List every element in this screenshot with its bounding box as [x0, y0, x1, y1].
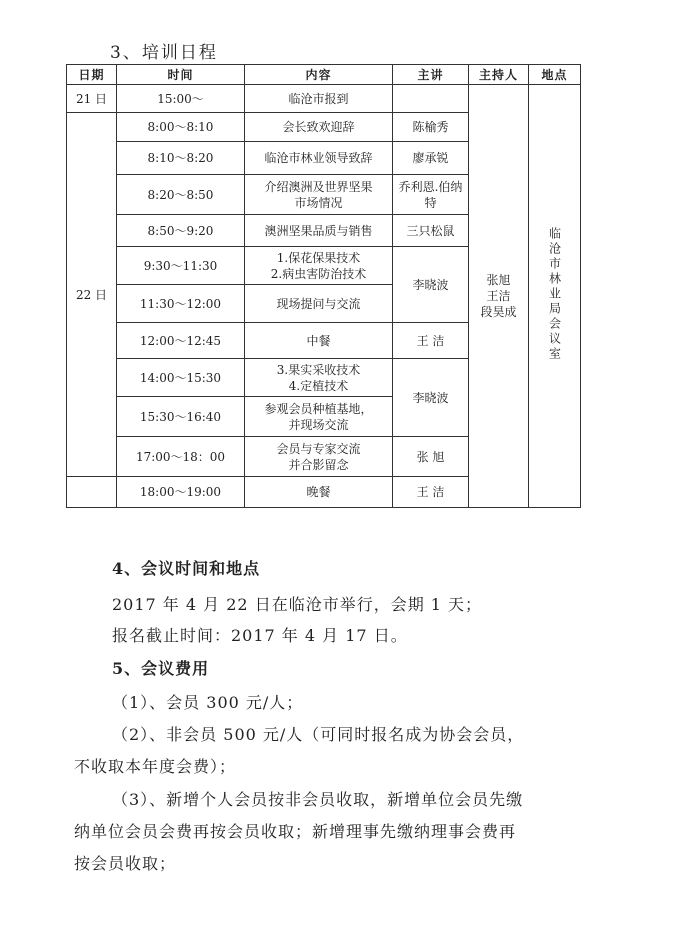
speaker-cell: 三只松鼠 — [393, 215, 469, 247]
content-cell — [245, 397, 393, 437]
content-cell: 晚餐 — [245, 477, 393, 508]
speaker-cell: 王 洁 — [393, 477, 469, 508]
time-cell: 8:00～8:10 — [117, 113, 245, 142]
content-line: 会员与专家交流 — [276, 441, 361, 456]
content-line: 3.果实采收技术 — [276, 362, 361, 377]
section-3-title: 3、培训日程 — [110, 43, 218, 63]
time-cell: 8:10～8:20 — [117, 142, 245, 175]
location-cell — [529, 85, 581, 508]
table-row — [67, 85, 581, 113]
speaker-cell: 李晓波 — [393, 359, 469, 437]
content-line: 市场情况 — [294, 195, 343, 210]
time-cell: 15:00～ — [117, 85, 245, 113]
content-cell: 澳洲坚果品质与销售 — [245, 215, 393, 247]
host-name: 王洁 — [486, 289, 511, 303]
header-speaker: 主讲 — [393, 65, 469, 85]
time-cell: 11:30～12:00 — [117, 285, 245, 323]
content-cell — [245, 247, 393, 285]
fee-item-continuation: 按会员收取； — [74, 854, 177, 873]
content-cell — [245, 359, 393, 397]
date-cell — [67, 477, 117, 508]
content-line: 介绍澳洲及世界坚果 — [264, 179, 373, 194]
speaker-cell: 李晓波 — [393, 247, 469, 323]
date-cell: 21 日 — [67, 85, 117, 113]
content-cell: 会长致欢迎辞 — [245, 113, 393, 142]
header-time: 时间 — [117, 65, 245, 85]
header-date: 日期 — [67, 65, 117, 85]
speaker-cell: 王 洁 — [393, 323, 469, 359]
speaker-cell: 廖承锐 — [393, 142, 469, 175]
time-cell: 18:00～19:00 — [117, 477, 245, 508]
fee-item-continuation: 不收取本年度会费）； — [74, 757, 237, 776]
content-line: 并合影留念 — [288, 457, 349, 472]
content-cell — [245, 175, 393, 215]
time-cell: 8:20～8:50 — [117, 175, 245, 215]
header-location: 地点 — [529, 65, 581, 85]
content-cell — [245, 437, 393, 477]
time-cell: 9:30～11:30 — [117, 247, 245, 285]
time-cell: 17:00～18：00 — [117, 437, 245, 477]
time-cell: 14:00～15:30 — [117, 359, 245, 397]
header-host: 主持人 — [469, 65, 529, 85]
fee-item-continuation: 纳单位会员会费再按会员收取；新增理事先缴纳理事会费再 — [74, 822, 517, 841]
header-content: 内容 — [245, 65, 393, 85]
fee-item: （1）、会员 300 元/人； — [112, 693, 304, 712]
training-schedule-table — [66, 64, 581, 508]
speaker-cell: 乔利恩.伯纳特 — [393, 175, 469, 215]
location-text: 临沧市林业局会议室 — [547, 226, 562, 362]
registration-deadline-line: 报名截止时间：2017 年 4 月 17 日。 — [112, 626, 408, 645]
content-line: 并现场交流 — [288, 417, 349, 432]
meeting-date-line: 2017 年 4 月 22 日在临沧市举行，会期 1 天； — [112, 595, 483, 614]
fee-item: （2）、非会员 500 元/人（可同时报名成为协会会员， — [112, 725, 525, 744]
host-name: 段昊成 — [480, 305, 517, 319]
content-cell: 中餐 — [245, 323, 393, 359]
content-cell: 临沧市报到 — [245, 85, 393, 113]
content-cell: 临沧市林业领导致辞 — [245, 142, 393, 175]
section-5-title: 5、会议费用 — [112, 659, 210, 678]
host-cell — [469, 85, 529, 508]
time-cell: 15:30～16:40 — [117, 397, 245, 437]
speaker-cell: 张 旭 — [393, 437, 469, 477]
section-4-title: 4、会议时间和地点 — [112, 559, 261, 578]
time-cell: 8:50～9:20 — [117, 215, 245, 247]
content-line: 参观会员种植基地， — [264, 401, 373, 416]
content-line: 4.定植技术 — [288, 378, 349, 393]
time-cell: 12:00～12:45 — [117, 323, 245, 359]
content-cell: 现场提问与交流 — [245, 285, 393, 323]
table-header-row — [67, 65, 581, 85]
host-name: 张旭 — [486, 273, 511, 287]
speaker-cell — [393, 85, 469, 113]
speaker-cell: 陈榆秀 — [393, 113, 469, 142]
date-cell: 22 日 — [67, 113, 117, 477]
fee-item: （3）、新增个人会员按非会员收取，新增单位会员先缴 — [112, 790, 524, 809]
content-line: 1.保花保果技术 — [276, 250, 361, 265]
content-line: 2.病虫害防治技术 — [270, 266, 367, 281]
